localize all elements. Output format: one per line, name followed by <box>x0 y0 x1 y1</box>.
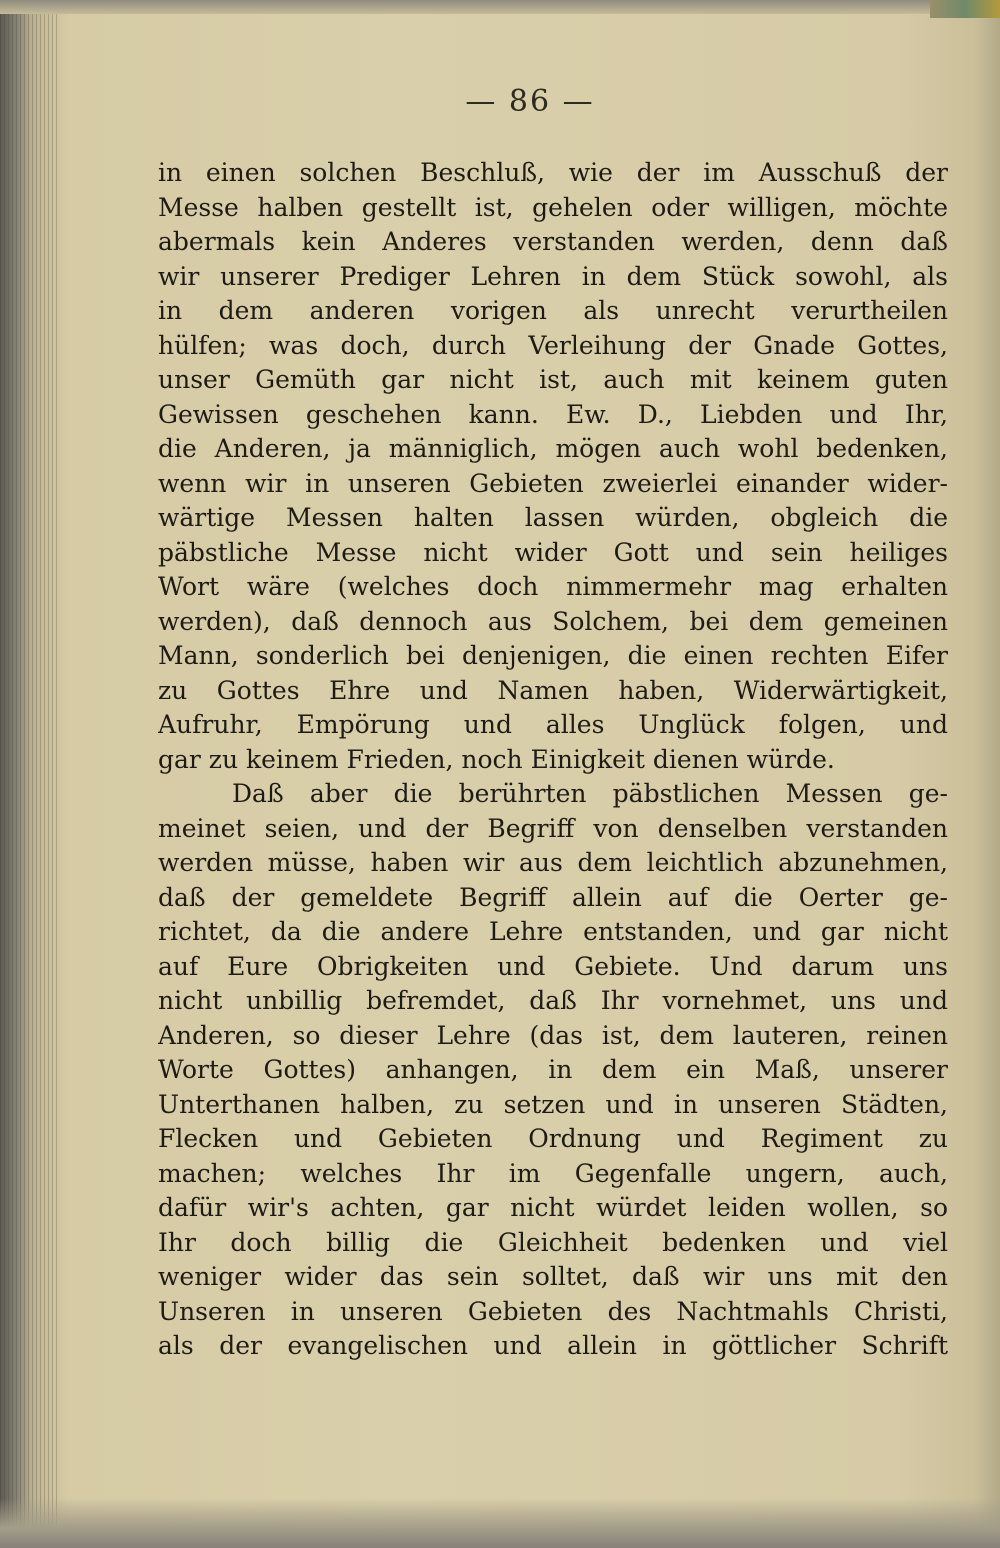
text-line: wir unserer Prediger Lehren in dem Stück sowohl, als <box>158 261 948 291</box>
text-line: als der evangelischen und allein in göttlicher Schrift <box>158 1331 948 1360</box>
text-line: daß der gemeldete Begriff allein auf die Oerter ge- <box>158 882 948 912</box>
text-line: machen; welches Ihr im Gegenfalle ungern, auch, <box>158 1158 948 1188</box>
text-line: Gewissen geschehen kann. Ew. D., Liebden und Ihr, <box>158 399 948 429</box>
corner-color-mark <box>930 0 1000 18</box>
text-line: Wort wäre (welches doch nimmermehr mag erhalten <box>158 572 948 601</box>
text-line: dafür wir's achten, gar nicht würdet leiden wollen, so <box>158 1193 948 1222</box>
paragraph-end-line: gar zu keinem Frieden, noch Einigkeit dienen würde. <box>158 744 835 774</box>
text-line: Messe halben gestellt ist, gehelen oder willigen, möchte <box>158 192 948 222</box>
text-line: päbstliche Messe nicht wider Gott und sein heiliges <box>158 537 948 567</box>
text-line: Anderen, so dieser Lehre (das ist, dem lauteren, reinen <box>158 1020 948 1050</box>
body-text <box>158 156 948 1364</box>
text-line: Flecken und Gebieten Ordnung und Regiment zu <box>158 1124 948 1153</box>
text-line: Mann, sonderlich bei denjenigen, die einen rechten Eifer <box>158 641 948 670</box>
text-line: Ihr doch billig die Gleichheit bedenken und viel <box>158 1227 948 1257</box>
text-line: Worte Gottes) anhangen, in dem ein Maß, unserer <box>158 1055 948 1084</box>
text-line: meinet seien, und der Begriff von denselben verstanden <box>158 813 948 843</box>
page-stack-edges <box>0 0 60 1548</box>
text-line: werden), daß dennoch aus Solchem, bei dem gemeinen <box>158 606 948 636</box>
text-line: Aufruhr, Empörung und alles Unglück folgen, und <box>158 710 948 739</box>
text-line: Unterthanen halben, zu setzen und in unseren Städten, <box>158 1089 948 1119</box>
text-line: hülfen; was doch, durch Verleihung der Gnade Gottes, <box>158 330 948 360</box>
text-line: zu Gottes Ehre und Namen haben, Widerwärtigkeit, <box>158 675 948 705</box>
text-line: nicht unbillig befremdet, daß Ihr vornehmet, uns und <box>158 986 948 1015</box>
text-line: weniger wider das sein solltet, daß wir uns mit den <box>158 1262 948 1291</box>
text-line: abermals kein Anderes verstanden werden, denn daß <box>158 227 948 256</box>
text-line: auf Eure Obrigkeiten und Gebiete. Und darum uns <box>158 951 948 981</box>
page-number: — 86 — <box>465 84 595 119</box>
text-line: richtet, da die andere Lehre entstanden, und gar nicht <box>158 917 948 946</box>
text-line: wärtige Messen halten lassen würden, obgleich die <box>158 503 948 532</box>
text-line: in dem anderen vorigen als unrecht verurtheilen <box>158 296 948 325</box>
bottom-page-edge <box>0 1498 1000 1548</box>
top-page-edge <box>0 0 1000 14</box>
text-line: die Anderen, ja männiglich, mögen auch wohl bedenken, <box>158 434 948 463</box>
text-line: wenn wir in unseren Gebieten zweierlei einander wider- <box>158 468 948 498</box>
text-line: in einen solchen Beschluß, wie der im Ausschuß der <box>158 158 948 187</box>
text-line: unser Gemüth gar nicht ist, auch mit keinem guten <box>158 365 948 394</box>
text-line: werden müsse, haben wir aus dem leichtlich abzunehmen, <box>158 848 948 877</box>
text-line: Unseren in unseren Gebieten des Nachtmahls Christi, <box>158 1296 948 1326</box>
paragraph-start-line: Daß aber die berührten päbstlichen Messen ge- <box>232 779 948 808</box>
